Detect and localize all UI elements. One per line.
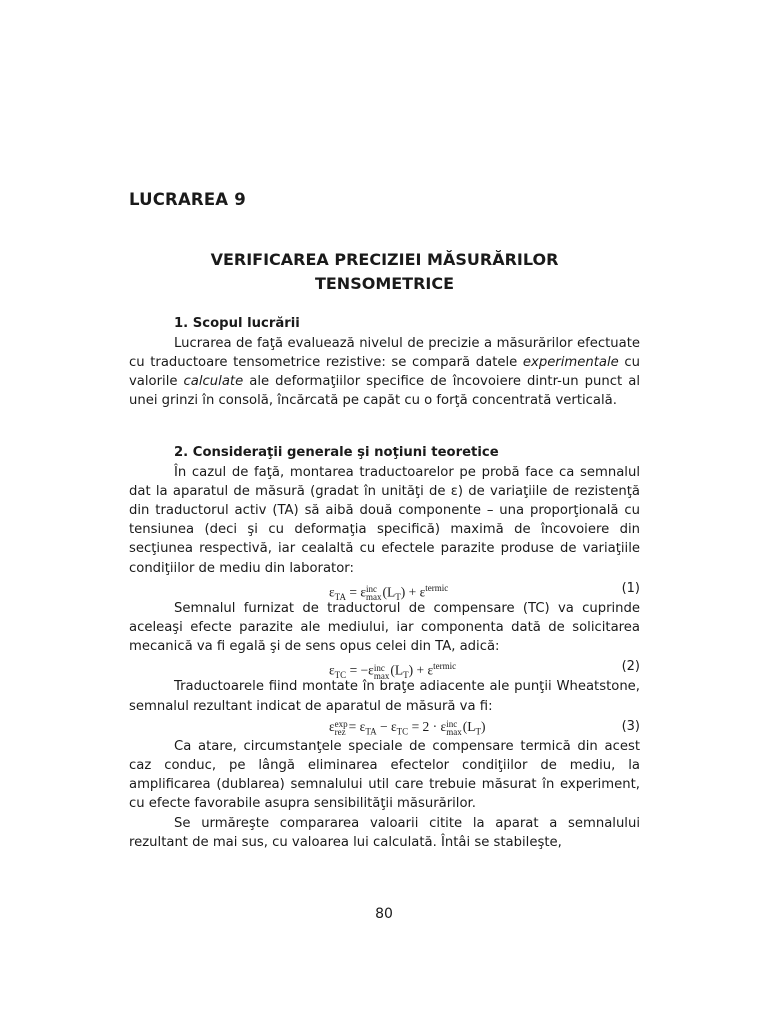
section-theory: [129, 443, 640, 852]
text-run: ale deformaţiilor specifice de încovoiere dintr-un punct al unei grinzi în consolă, încărcată pe capăt cu o forţă concentrată verticală.: [129, 373, 640, 409]
equation-2-number: (2): [621, 659, 640, 675]
paragraph-scope: [129, 334, 640, 411]
text-run: Lucrarea de faţă evaluează nivelul de precizie a măsurărilor efectuate cu traductoare tensometrice rezistive: se compară datele: [129, 335, 640, 370]
equation-1-formula: $\varepsilon_{TA} = \varepsilon$ inc max $(L_T) + \varepsilon^{termic}$: [329, 582, 449, 603]
section-heading-scope: 1. Scopul lucrării: [174, 316, 300, 331]
equation-1-number: (1): [621, 580, 640, 596]
equation-3-formula: ε exp rez = $\varepsilon_{TA} - \varepsilon_{TC} = 2 \cdot \varepsilon$ inc max $(L_T)$: [329, 718, 486, 737]
paragraph-theory-3: Traductoarele fiind montate în braţe adiacente ale punţii Wheatstone, semnalul rezultant indicat de aparatul de măsură va fi:: [129, 679, 640, 714]
section-scope: [129, 314, 640, 410]
page-number: 80: [375, 906, 393, 922]
paragraph-theory-4: Ca atare, circumstanţele speciale de compensare termică din acest caz conduc, pe lângă eliminarea efectelor condiţiilor de mediu, la amplificarea (dublarea) semnalului util care trebuie măsurat în experiment, cu efecte favorabile asupra sensibilităţii măsurărilor.: [129, 738, 640, 812]
chapter-heading: LUCRAREA 9: [129, 190, 246, 209]
text-run: cu valorile: [129, 354, 640, 389]
paragraph-theory-5: Se urmăreşte compararea valoarii citite la aparat a semnalului rezultant de mai sus, cu valoarea lui calculată. Întâi se stabileşte,: [129, 815, 640, 850]
equation-3-number: (3): [621, 718, 640, 734]
equation-1: [129, 578, 640, 603]
title-line-1: VERIFICAREA PRECIZIEI MĂSURĂRILOR: [210, 250, 559, 269]
equation-2: [129, 656, 640, 681]
paragraph-theory-2: Semnalul furnizat de traductorul de compensare (TC) va cuprinde aceleaşi efecte parazite ale mediului, iar componenta dată de solicitarea mecanică va fi egală şi de sens opus celei din TA, adică:: [129, 600, 640, 655]
emphasis-experimental: experimentale: [522, 354, 619, 370]
section-heading-theory: 2. Consideraţii generale şi noţiuni teoretice: [174, 445, 499, 460]
title-line-2: TENSOMETRICE: [314, 274, 455, 293]
equation-2-formula: $\varepsilon_{TC} = -\varepsilon$ inc max $(L_T) + \varepsilon^{termic}$: [329, 661, 457, 681]
document-title: [129, 248, 640, 296]
paragraph-theory-1: În cazul de faţă, montarea traductoarelor pe probă face ca semnalul dat la aparatul de măsură (gradat în unităţi de ε) de variaţiile de rezistenţă din traductorul activ (TA) să aibă două componente – una proporţională cu tensiunea (deci şi cu deformaţia specifică) maximă de încovoiere din secţiunea respectivă, iar cealaltă cu efectele parazite produse de variaţiile condiţiilor de mediu din laborator:: [129, 464, 640, 576]
equation-3: [129, 716, 640, 737]
emphasis-calculate: calculate: [183, 373, 244, 389]
